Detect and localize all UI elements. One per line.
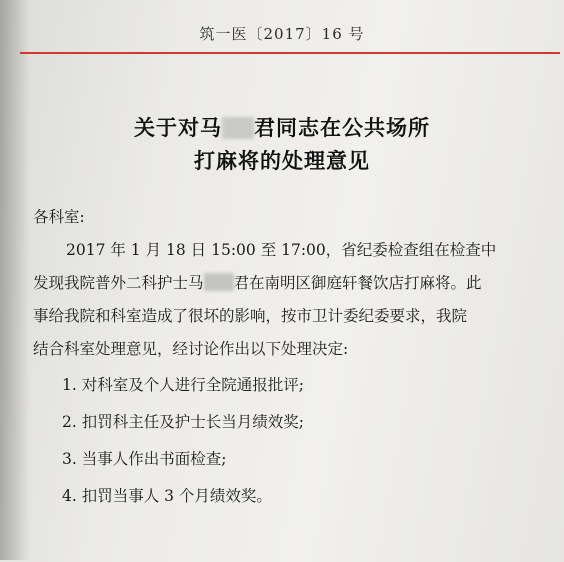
addressee: 各科室: [33,208,85,226]
redacted-name [204,273,234,291]
decision-item: 3. 当事人作出书面检查; [62,450,227,468]
title-suffix: 君同志在公共场所 [254,115,430,140]
redacted-name [222,117,254,139]
paragraph-line [33,271,564,293]
paragraph-line: 事给我院和科室造成了很坏的影响，按市卫计委纪委要求，我院 [33,307,468,325]
decision-item: 1. 对科室及个人进行全院通报批评; [62,376,304,394]
paragraph-text: 发现我院普外二科护士马 [33,274,204,292]
title-prefix: 关于对马 [134,115,222,140]
paragraph-text: 君在南明区御庭轩餐饮店打麻将。此 [233,274,482,292]
document-title-line-2: 打麻将的处理意见 [194,148,370,173]
decision-item: 2. 扣罚科主任及护士长当月绩效奖; [62,413,304,431]
header-red-rule [20,52,560,54]
paragraph-line: 结合科室处理意见，经讨论作出以下处理决定: [33,340,349,358]
decision-item: 4. 扣罚当事人 3 个月绩效奖。 [62,487,272,505]
page-shadow [0,0,30,560]
document-title-line-1 [0,112,564,142]
document-number: 筑一医〔2017〕16 号 [199,25,365,43]
paragraph-line: 2017 年 1 月 18 日 15:00 至 17:00，省纪委检查组在检查中 [66,241,497,259]
